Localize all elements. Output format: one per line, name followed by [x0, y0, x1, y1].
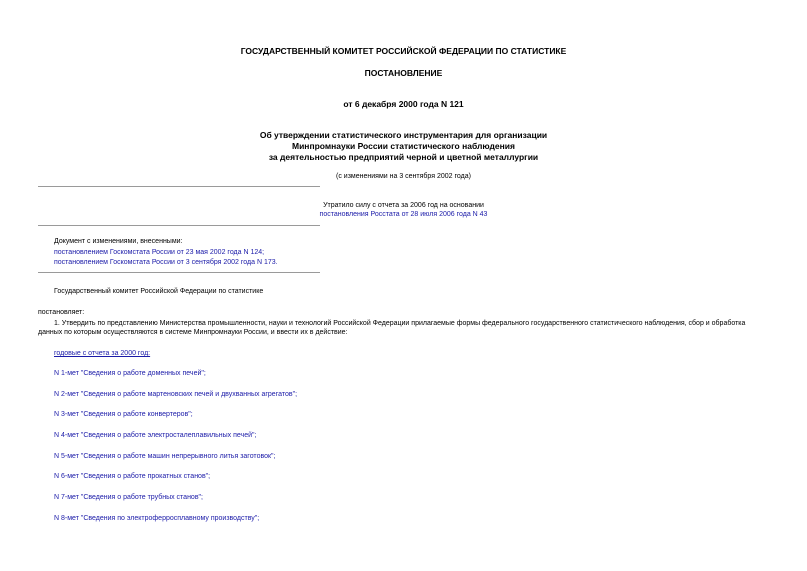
form-link-4[interactable]: N 4-мет "Сведения о работе электросталеплавильных печей"; — [54, 432, 257, 439]
annual-forms-heading[interactable]: годовые с отчета за 2000 год: — [54, 350, 151, 357]
form-link-5[interactable]: N 5-мет "Сведения о работе машин непрерывного литья заготовок"; — [54, 453, 276, 460]
changes-label: Документ с изменениями, внесенными: — [54, 238, 183, 245]
document-type: ПОСТАНОВЛЕНИЕ — [364, 68, 443, 78]
change-link-1[interactable]: постановлением Госкомстата России от 23 мая 2002 года N 124; — [54, 249, 265, 256]
amendment-note: (с изменениями на 3 сентября 2002 года) — [336, 173, 471, 180]
document-title-line-1: Об утверждении статистического инструментария для организации — [259, 130, 548, 140]
form-link-7[interactable]: N 7-мет "Сведения о работе трубных станов"; — [54, 494, 203, 501]
form-link-1[interactable]: N 1-мет "Сведения о работе доменных печей"; — [54, 370, 206, 377]
issuer-text: Государственный комитет Российской Федерации по статистике — [54, 288, 264, 295]
document-title-line-2: Минпромнауки России статистического наблюдения — [292, 141, 515, 151]
form-link-3[interactable]: N 3-мет "Сведения о работе конвертеров"; — [54, 411, 193, 418]
divider — [38, 272, 320, 273]
paragraph-1-line-1: 1. Утвердить по представлению Министерства промышленности, науки и технологий Российской Федерации прилагаемые формы федерального государственного статистического наблюдения, сбор и обработка — [54, 320, 746, 327]
form-link-2[interactable]: N 2-мет "Сведения о работе мартеновских печей и двухванных агрегатов"; — [54, 391, 298, 398]
repeal-status: Утратило силу с отчета за 2006 год на основании — [323, 202, 484, 209]
decree-text: постановляет: — [38, 309, 85, 316]
repeal-decree-link[interactable]: постановления Росстата от 28 июля 2006 года N 43 — [319, 211, 488, 218]
change-link-2[interactable]: постановлением Госкомстата России от 3 сентября 2002 года N 173. — [54, 259, 278, 266]
paragraph-1-line-2: данных по которым осуществляются в системе Минпромнауки России, и ввести их в действие: — [38, 329, 348, 336]
divider — [38, 186, 320, 187]
form-link-6[interactable]: N 6-мет "Сведения о работе прокатных станов"; — [54, 473, 211, 480]
divider — [38, 225, 320, 226]
document-date-number: от 6 декабря 2000 года N 121 — [343, 99, 464, 109]
form-link-8[interactable]: N 8-мет "Сведения по электроферросплавному производству"; — [54, 515, 260, 522]
document-title-line-3: за деятельностью предприятий черной и цветной металлургии — [268, 152, 539, 162]
agency-name: ГОСУДАРСТВЕННЫЙ КОМИТЕТ РОССИЙСКОЙ ФЕДЕРАЦИИ ПО СТАТИСТИКЕ — [240, 46, 567, 56]
